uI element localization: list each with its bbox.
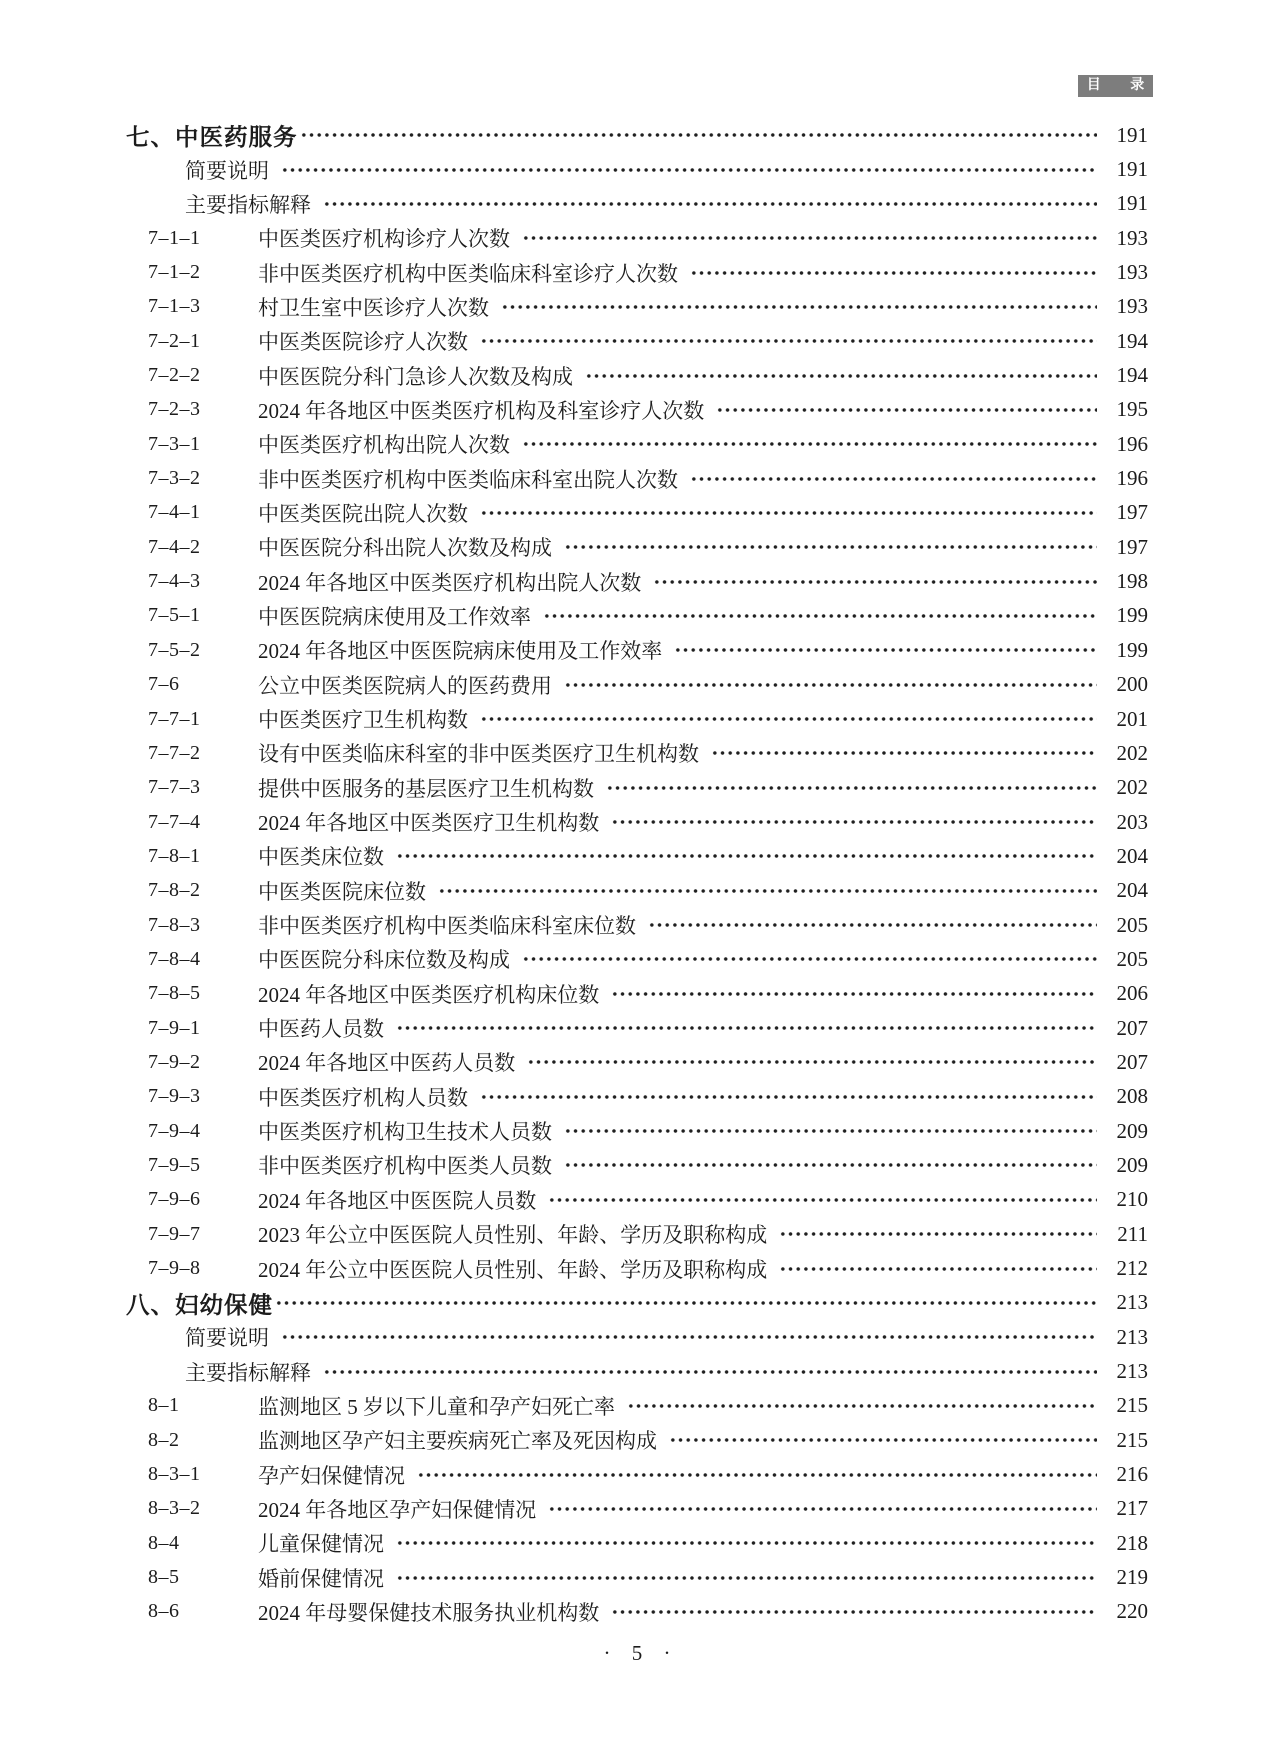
toc-entry-number: 7–8–2	[148, 879, 201, 902]
toc-entry-number: 7–2–2	[148, 364, 201, 387]
toc-entry-number: 7–8–5	[148, 982, 201, 1005]
toc-entry-number: 7–9–7	[148, 1222, 201, 1245]
toc-entry-page: 206	[1116, 981, 1148, 1006]
toc-entry-page: 197	[1116, 534, 1148, 559]
toc-entry-title: 2024 年各地区中医类医疗机构及科室诊疗人次数	[258, 398, 705, 423]
dot-leader	[527, 1045, 1097, 1079]
toc-entry-page: 193	[1116, 225, 1148, 250]
toc-entry-row	[126, 1148, 1148, 1182]
toc-entry-number: 8–2	[148, 1428, 180, 1451]
toc-entry-row	[126, 1011, 1148, 1045]
dot-leader	[522, 427, 1097, 461]
toc-entry-title: 七、中医药服务	[126, 125, 298, 152]
dot-leader	[480, 1080, 1097, 1114]
toc-entry-page: 210	[1116, 1187, 1148, 1212]
toc-entry-title: 非中医类医疗机构中医类临床科室床位数	[258, 914, 636, 939]
toc-entry-page: 204	[1116, 843, 1148, 868]
toc-section-row	[126, 1286, 1148, 1320]
toc-entry-row	[126, 668, 1148, 702]
dot-leader	[564, 1114, 1097, 1148]
dot-leader	[779, 1217, 1097, 1251]
dot-leader	[564, 530, 1097, 564]
toc-entry-row	[126, 771, 1148, 805]
dot-leader	[501, 290, 1097, 324]
toc-subheader-row	[126, 1354, 1148, 1388]
toc-entry-title: 中医医院病床使用及工作效率	[258, 604, 531, 629]
toc-entry-title: 中医医院分科床位数及构成	[258, 948, 510, 973]
toc-entry-title: 中医类医院床位数	[258, 879, 426, 904]
dot-leader	[606, 771, 1097, 805]
toc-entry-number: 7–6	[148, 673, 180, 696]
toc-entry-number: 7–9–2	[148, 1050, 201, 1073]
toc-entry-row	[126, 1217, 1148, 1251]
toc-entry-title: 中医医院分科出院人次数及构成	[258, 536, 552, 561]
dot-leader	[716, 393, 1097, 427]
dot-leader	[564, 1148, 1097, 1182]
toc-entry-title: 非中医类医疗机构中医类人员数	[258, 1154, 552, 1179]
toc-entry-page: 194	[1116, 363, 1148, 388]
toc-entry-row	[126, 255, 1148, 289]
toc-entry-page: 191	[1116, 157, 1148, 182]
toc-entry-number: 8–6	[148, 1600, 180, 1623]
toc-entry-title: 2024 年各地区中医类医疗机构床位数	[258, 982, 600, 1007]
toc-entry-row	[126, 1560, 1148, 1594]
toc-entry-title: 中医类医疗机构出院人次数	[258, 433, 510, 458]
toc-entry-row	[126, 1389, 1148, 1423]
toc-entry-page: 213	[1116, 1359, 1148, 1384]
toc-entry-page: 196	[1116, 431, 1148, 456]
toc-entry-row	[126, 942, 1148, 976]
toc-entry-page: 220	[1116, 1599, 1148, 1624]
dot-leader	[548, 1183, 1097, 1217]
toc-entry-number: 7–7–2	[148, 741, 201, 764]
toc-entry-page: 191	[1116, 191, 1148, 216]
dot-leader	[648, 908, 1097, 942]
toc-entry-row	[126, 324, 1148, 358]
toc-subheader-row	[126, 152, 1148, 186]
dot-leader	[396, 1560, 1097, 1594]
toc-entry-title: 2024 年各地区中医类医疗机构出院人次数	[258, 570, 642, 595]
dot-leader	[300, 118, 1098, 152]
toc-entry-number: 8–4	[148, 1531, 180, 1554]
toc-entry-number: 7–9–1	[148, 1016, 201, 1039]
toc-entry-row	[126, 1492, 1148, 1526]
toc-entry-number: 7–3–1	[148, 432, 201, 455]
dot-leader	[690, 461, 1097, 495]
dot-leader	[611, 1595, 1097, 1629]
dot-leader	[711, 736, 1097, 770]
toc-entry-number: 7–4–3	[148, 570, 201, 593]
toc-entry-row	[126, 805, 1148, 839]
toc-entry-row	[126, 221, 1148, 255]
toc-entry-row	[126, 358, 1148, 392]
dot-leader	[690, 255, 1097, 289]
toc-entry-page: 209	[1116, 1152, 1148, 1177]
toc-entry-title: 监测地区孕产妇主要疾病死亡率及死因构成	[258, 1429, 657, 1454]
toc-entry-title: 2023 年公立中医医院人员性别、年龄、学历及职称构成	[258, 1223, 768, 1248]
toc-entry-title: 2024 年公立中医医院人员性别、年龄、学历及职称构成	[258, 1257, 768, 1282]
toc-entry-title: 非中医类医疗机构中医类临床科室诊疗人次数	[258, 261, 678, 286]
toc-entry-page: 199	[1116, 603, 1148, 628]
toc-entry-title: 2024 年各地区中医类医疗卫生机构数	[258, 811, 600, 836]
toc-entry-page: 207	[1116, 1015, 1148, 1040]
toc-entry-title: 2024 年母婴保健技术服务执业机构数	[258, 1600, 600, 1625]
toc-entry-number: 7–8–4	[148, 947, 201, 970]
toc-subheader-row	[126, 187, 1148, 221]
toc-entry-number: 7–5–2	[148, 638, 201, 661]
toc-entry-row	[126, 1183, 1148, 1217]
toc-entry-number: 7–7–3	[148, 776, 201, 799]
toc-entry-row	[126, 702, 1148, 736]
toc-entry-title: 2024 年各地区中医医院病床使用及工作效率	[258, 639, 663, 664]
toc-entry-row	[126, 1595, 1148, 1629]
toc-entry-title: 2024 年各地区中医医院人员数	[258, 1188, 537, 1213]
toc-entry-page: 204	[1116, 878, 1148, 903]
toc-entry-number: 7–2–3	[148, 398, 201, 421]
toc-entry-row	[126, 908, 1148, 942]
toc-entry-number: 7–1–2	[148, 261, 201, 284]
toc-entry-number: 8–3–2	[148, 1497, 201, 1520]
toc-entry-title: 八、妇幼保健	[126, 1292, 273, 1319]
toc-entry-title: 中医类医疗卫生机构数	[258, 708, 468, 733]
dot-leader	[480, 702, 1097, 736]
dot-leader	[281, 152, 1097, 186]
toc-entry-row	[126, 1251, 1148, 1285]
toc-entry-number: 7–9–3	[148, 1085, 201, 1108]
toc-entry-page: 217	[1116, 1496, 1148, 1521]
toc-entry-row	[126, 1457, 1148, 1491]
toc-entry-page: 205	[1116, 912, 1148, 937]
dot-leader	[669, 1423, 1097, 1457]
toc-entry-page: 207	[1116, 1049, 1148, 1074]
toc-entry-title: 中医药人员数	[258, 1017, 384, 1042]
toc-entry-title: 主要指标解释	[185, 1360, 311, 1385]
toc-entry-row	[126, 530, 1148, 564]
dot-leader	[585, 358, 1097, 392]
toc-entry-title: 公立中医类医院病人的医药费用	[258, 673, 552, 698]
dot-leader	[674, 633, 1097, 667]
dot-leader	[548, 1492, 1097, 1526]
toc-entry-page: 218	[1116, 1530, 1148, 1555]
toc-entry-row	[126, 1045, 1148, 1079]
dot-leader	[323, 187, 1097, 221]
toc-subheader-row	[126, 1320, 1148, 1354]
toc-entry-number: 8–5	[148, 1566, 180, 1589]
dot-leader	[779, 1251, 1097, 1285]
toc-entry-title: 监测地区 5 岁以下儿童和孕产妇死亡率	[258, 1394, 615, 1419]
toc-entry-row	[126, 290, 1148, 324]
toc-entry-row	[126, 977, 1148, 1011]
toc-entry-number: 7–9–4	[148, 1119, 201, 1142]
toc-entry-row	[126, 393, 1148, 427]
toc-entry-number: 7–1–3	[148, 295, 201, 318]
toc-entry-page: 219	[1116, 1565, 1148, 1590]
toc-entry-number: 8–3–1	[148, 1463, 201, 1486]
toc-entry-page: 216	[1116, 1462, 1148, 1487]
toc-entry-title: 简要说明	[185, 158, 269, 183]
dot-leader	[522, 221, 1097, 255]
dot-leader	[275, 1286, 1097, 1320]
dot-leader	[323, 1354, 1097, 1388]
page-footer: · 5 ·	[603, 1641, 671, 1665]
toc-entry-page: 212	[1116, 1256, 1148, 1281]
toc-entry-row	[126, 496, 1148, 530]
dot-leader	[396, 1011, 1097, 1045]
toc-entry-page: 191	[1116, 122, 1148, 147]
toc-entry-title: 孕产妇保健情况	[258, 1463, 405, 1488]
dot-leader	[396, 839, 1097, 873]
toc-entry-row	[126, 564, 1148, 598]
toc-entry-number: 7–4–1	[148, 501, 201, 524]
toc-entry-title: 中医类医疗机构人员数	[258, 1085, 468, 1110]
toc-entry-page: 208	[1116, 1084, 1148, 1109]
toc-entry-page: 193	[1116, 294, 1148, 319]
toc-entry-title: 中医类床位数	[258, 845, 384, 870]
toc-entry-number: 7–9–8	[148, 1257, 201, 1280]
toc-entry-row	[126, 427, 1148, 461]
toc-entry-number: 7–4–2	[148, 535, 201, 558]
dot-leader	[480, 496, 1097, 530]
corner-tab-contents: 目 录	[1078, 75, 1153, 97]
toc-entry-page: 209	[1116, 1118, 1148, 1143]
toc-entry-row	[126, 1526, 1148, 1560]
toc-entry-title: 主要指标解释	[185, 192, 311, 217]
toc-entry-page: 205	[1116, 946, 1148, 971]
dot-leader	[564, 668, 1097, 702]
toc-entry-title: 中医类医疗机构诊疗人次数	[258, 227, 510, 252]
toc-entry-title: 提供中医服务的基层医疗卫生机构数	[258, 776, 594, 801]
toc-entry-number: 7–8–3	[148, 913, 201, 936]
toc-entry-row	[126, 839, 1148, 873]
toc-entry-number: 7–1–1	[148, 226, 201, 249]
toc-entry-number: 7–7–4	[148, 810, 201, 833]
toc-entry-page: 213	[1116, 1324, 1148, 1349]
toc-entry-page: 198	[1116, 569, 1148, 594]
toc-entry-row	[126, 599, 1148, 633]
toc-entry-row	[126, 736, 1148, 770]
toc-entry-title: 村卫生室中医诊疗人次数	[258, 295, 489, 320]
toc-entry-page: 194	[1116, 328, 1148, 353]
toc-entry-title: 设有中医类临床科室的非中医类医疗卫生机构数	[258, 742, 699, 767]
toc-entry-number: 7–7–1	[148, 707, 201, 730]
dot-leader	[611, 977, 1097, 1011]
dot-leader	[653, 564, 1097, 598]
toc-entry-number: 7–9–5	[148, 1153, 201, 1176]
toc-entry-page: 203	[1116, 809, 1148, 834]
toc-entry-row	[126, 633, 1148, 667]
dot-leader	[522, 942, 1097, 976]
toc-entry-page: 199	[1116, 637, 1148, 662]
toc-entry-title: 中医类医疗机构卫生技术人员数	[258, 1120, 552, 1145]
toc-list	[126, 118, 1148, 1629]
toc-entry-page: 200	[1116, 672, 1148, 697]
toc-entry-page: 202	[1116, 740, 1148, 765]
toc-entry-page: 213	[1116, 1290, 1148, 1315]
dot-leader	[480, 324, 1097, 358]
toc-entry-title: 2024 年各地区中医药人员数	[258, 1051, 516, 1076]
toc-entry-title: 婚前保健情况	[258, 1566, 384, 1591]
dot-leader	[438, 874, 1097, 908]
toc-entry-number: 7–5–1	[148, 604, 201, 627]
toc-entry-row	[126, 1080, 1148, 1114]
toc-section-row	[126, 118, 1148, 152]
dot-leader	[396, 1526, 1097, 1560]
toc-entry-page: 215	[1116, 1393, 1148, 1418]
toc-entry-number: 7–8–1	[148, 844, 201, 867]
toc-entry-page: 197	[1116, 500, 1148, 525]
toc-entry-number: 7–3–2	[148, 467, 201, 490]
toc-entry-row	[126, 874, 1148, 908]
toc-entry-row	[126, 1423, 1148, 1457]
toc-entry-number: 7–9–6	[148, 1188, 201, 1211]
toc-entry-page: 193	[1116, 260, 1148, 285]
toc-entry-page: 196	[1116, 466, 1148, 491]
dot-leader	[611, 805, 1097, 839]
toc-entry-title: 2024 年各地区孕产妇保健情况	[258, 1497, 537, 1522]
dot-leader	[417, 1457, 1097, 1491]
toc-entry-page: 202	[1116, 775, 1148, 800]
toc-entry-page: 195	[1116, 397, 1148, 422]
toc-entry-page: 215	[1116, 1427, 1148, 1452]
toc-entry-page: 211	[1117, 1221, 1148, 1246]
toc-entry-title: 儿童保健情况	[258, 1532, 384, 1557]
toc-entry-number: 7–2–1	[148, 329, 201, 352]
toc-entry-title: 中医类医院出院人次数	[258, 501, 468, 526]
dot-leader	[543, 599, 1097, 633]
toc-entry-title: 中医类医院诊疗人次数	[258, 330, 468, 355]
dot-leader	[281, 1320, 1097, 1354]
toc-entry-title: 简要说明	[185, 1326, 269, 1351]
toc-entry-row	[126, 461, 1148, 495]
toc-entry-title: 中医医院分科门急诊人次数及构成	[258, 364, 573, 389]
toc-entry-title: 非中医类医疗机构中医类临床科室出院人次数	[258, 467, 678, 492]
dot-leader	[627, 1389, 1097, 1423]
toc-entry-page: 201	[1116, 706, 1148, 731]
toc-entry-number: 8–1	[148, 1394, 180, 1417]
toc-entry-row	[126, 1114, 1148, 1148]
